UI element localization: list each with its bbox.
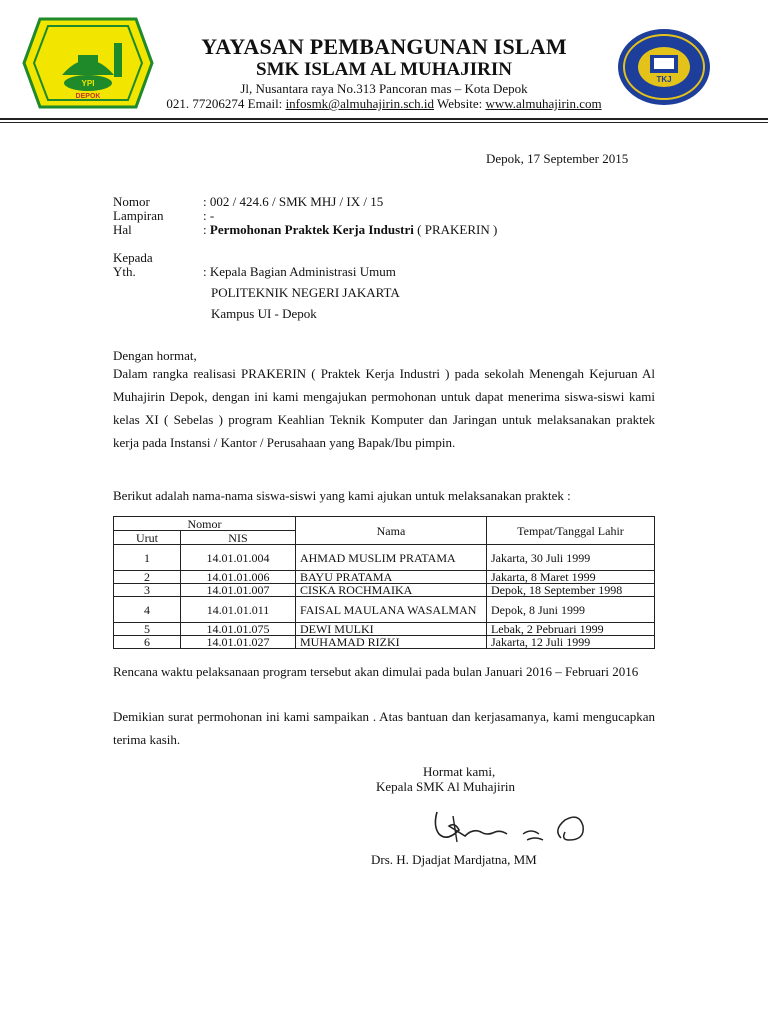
school-name: SMK ISLAM AL MUHAJIRIN <box>256 59 512 80</box>
website-link[interactable]: www.almuhajirin.com <box>485 96 602 111</box>
table-row <box>114 636 655 649</box>
table-row <box>114 584 655 597</box>
cell-urut: 5 <box>114 623 181 636</box>
signer-name: Drs. H. Djadjat Mardjatna, MM <box>371 852 537 867</box>
cell-nama: CISKA ROCHMAIKA <box>295 584 486 597</box>
cell-nis: 14.01.01.011 <box>181 597 296 623</box>
cell-ttl: Depok, 18 September 1998 <box>486 584 654 597</box>
nomor-value: : 002 / 424.6 / SMK MHJ / IX / 15 <box>203 194 384 209</box>
letter-date: Depok, 17 September 2015 <box>486 151 629 166</box>
cell-ttl: Jakarta, 8 Maret 1999 <box>486 571 654 584</box>
header-rule-thick <box>0 118 768 120</box>
kepada-label: Kepada <box>113 250 153 265</box>
cell-nama: DEWI MULKI <box>295 623 486 636</box>
cell-nis: 14.01.01.075 <box>181 623 296 636</box>
paragraph-closing: Demikian surat permohonan ini kami sampaikan . Atas bantuan dan kerjasamanya, kami mengucapkan terima kasih. <box>113 709 655 747</box>
cell-nis: 14.01.01.004 <box>181 545 296 571</box>
cell-nama: MUHAMAD RIZKI <box>295 636 486 649</box>
table-row <box>114 623 655 636</box>
cell-ttl: Lebak, 2 Pebruari 1999 <box>486 623 654 636</box>
hal-value <box>203 222 497 237</box>
cell-ttl: Jakarta, 30 Juli 1999 <box>486 545 654 571</box>
email-link[interactable]: infosmk@almuhajirin.sch.id <box>285 96 435 111</box>
student-table <box>113 516 655 649</box>
hal-label: Hal <box>113 222 132 237</box>
greeting: Dengan hormat, <box>113 348 197 363</box>
cell-ttl: Jakarta, 12 Juli 1999 <box>486 636 654 649</box>
cell-nis: 14.01.01.007 <box>181 584 296 597</box>
yth-label: Yth. <box>113 264 136 279</box>
signer-title: Kepala SMK Al Muhajirin <box>376 779 516 794</box>
hal-colon: : <box>203 222 207 237</box>
phone-number: 021. 77206274 <box>166 96 245 111</box>
header-rule-thin <box>0 122 768 123</box>
school-address: Jl, Nusantara raya No.313 Pancoran mas – Kota Depok <box>240 81 528 96</box>
cell-nama: BAYU PRATAMA <box>295 571 486 584</box>
table-row <box>114 545 655 571</box>
nomor-label: Nomor <box>113 194 150 209</box>
header-nis: NIS <box>181 531 296 545</box>
cell-nis: 14.01.01.006 <box>181 571 296 584</box>
website-label: Website: <box>437 96 483 111</box>
email-label: Email: <box>247 96 283 111</box>
header-nama: Nama <box>295 517 486 545</box>
cell-ttl: Depok, 8 Juni 1999 <box>486 597 654 623</box>
header-urut: Urut <box>114 531 181 545</box>
ypi-logo-subtext: DEPOK <box>75 93 101 100</box>
cell-urut: 3 <box>114 584 181 597</box>
hal-subject-bold: Permohonan Praktek Kerja Industri <box>209 222 414 237</box>
tkj-logo-text: TKJ <box>656 75 672 84</box>
header-ttl: Tempat/Tanggal Lahir <box>486 517 654 545</box>
recipient-line-2: POLITEKNIK NEGERI JAKARTA <box>211 285 400 300</box>
paragraph-intro: Dalam rangka realisasi PRAKERIN ( Praktek Kerja Industri ) pada sekolah Menengah Kejuruan Al Muhajirin Depok, dengan ini kami mengajukan permohonan untuk dapat menerima siswa-siswi kami kelas XI ( Sebelas ) program Keahlian Teknik Komputer dan Jaringan untuk melaksanakan praktek kerja pada Instansi / Kantor / Perusahaan yang Bapak/Ibu pimpin. <box>113 366 655 450</box>
closing-salutation: Hormat kami, <box>423 764 496 779</box>
header-nomor: Nomor <box>114 517 296 531</box>
cell-urut: 6 <box>114 636 181 649</box>
org-name: YAYASAN PEMBANGUNAN ISLAM <box>201 34 567 59</box>
table-row <box>114 571 655 584</box>
cell-urut: 2 <box>114 571 181 584</box>
lampiran-label: Lampiran <box>113 208 164 223</box>
recipient-line-1: : Kepala Bagian Administrasi Umum <box>203 264 396 279</box>
hal-subject-rest: ( PRAKERIN ) <box>413 222 498 237</box>
handwritten-signature <box>425 808 595 848</box>
table-row <box>114 597 655 623</box>
cell-nis: 14.01.01.027 <box>181 636 296 649</box>
list-intro: Berikut adalah nama-nama siswa-siswi yang kami ajukan untuk melaksanakan praktek : <box>113 488 571 503</box>
ypi-logo-text: YPI <box>81 79 95 88</box>
cell-urut: 1 <box>114 545 181 571</box>
cell-nama: FAISAL MAULANA WASALMAN <box>295 597 486 623</box>
cell-urut: 4 <box>114 597 181 623</box>
cell-nama: AHMAD MUSLIM PRATAMA <box>295 545 486 571</box>
contact-line <box>0 96 768 112</box>
lampiran-value: : - <box>203 208 215 223</box>
recipient-line-3: Kampus UI - Depok <box>211 306 317 321</box>
paragraph-schedule: Rencana waktu pelaksanaan program tersebut akan dimulai pada bulan Januari 2016 – Februari 2016 <box>113 664 639 679</box>
